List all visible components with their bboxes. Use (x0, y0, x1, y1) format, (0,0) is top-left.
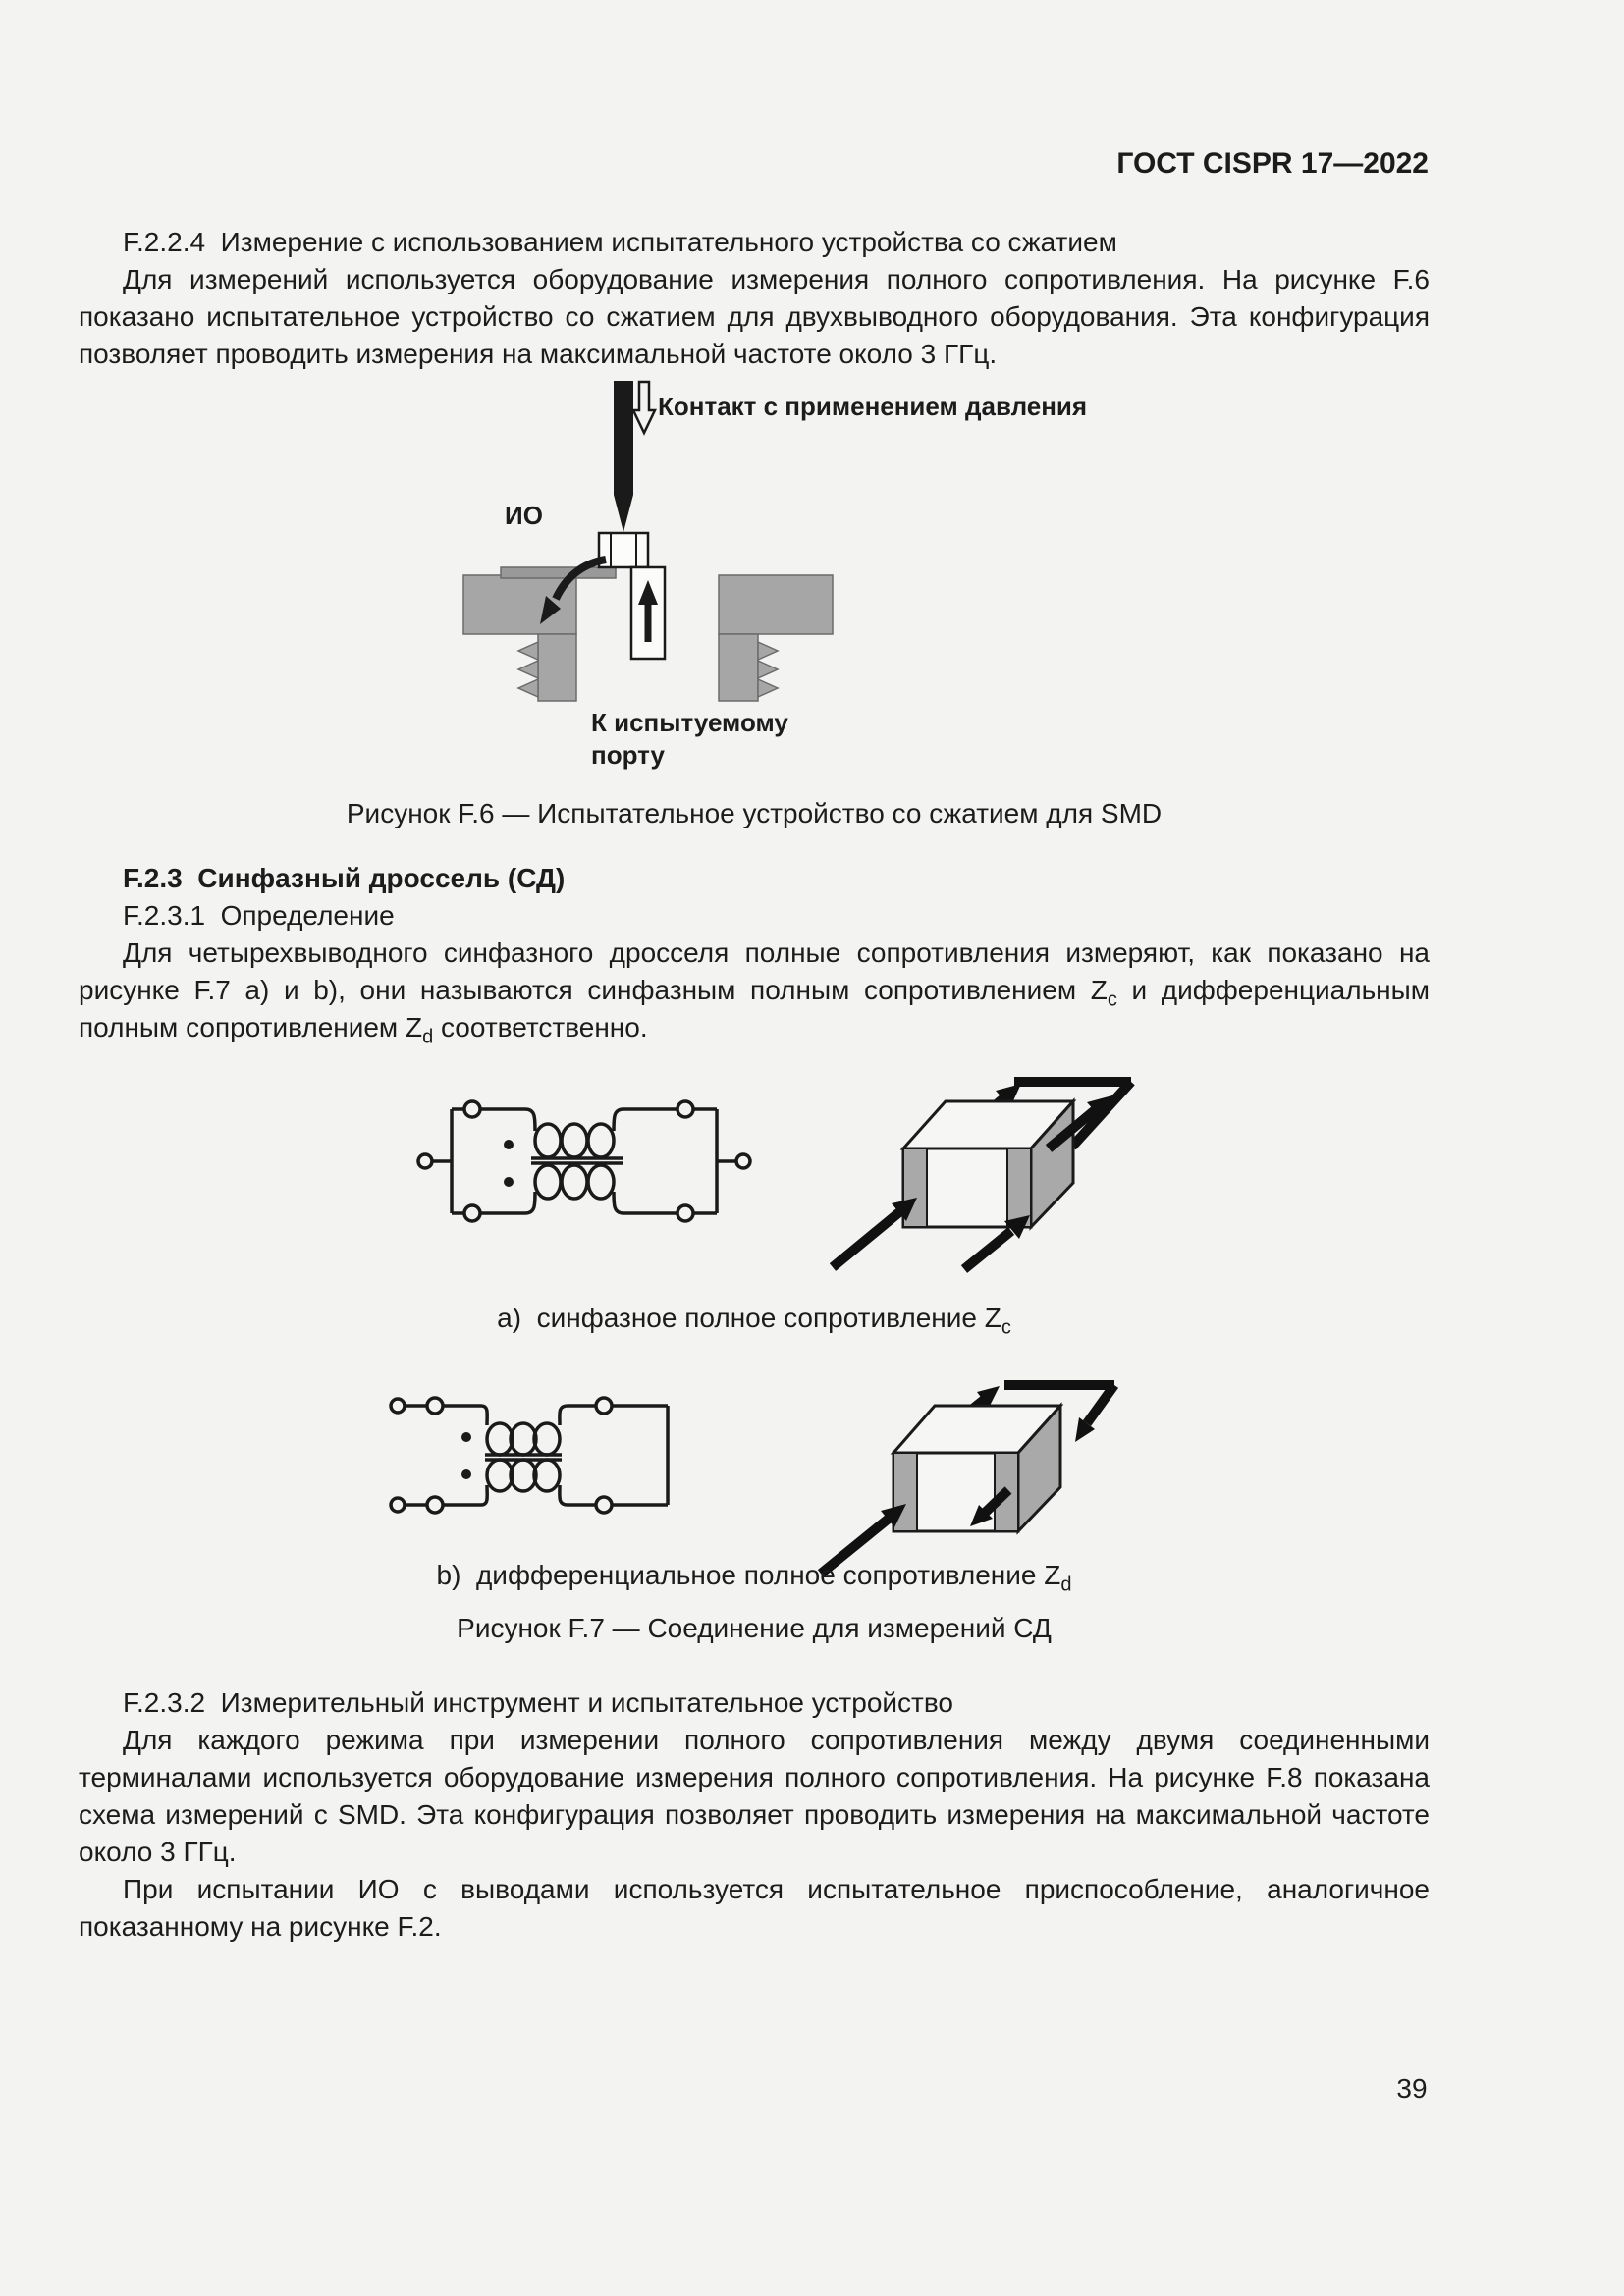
smd-box (903, 1101, 1073, 1227)
smd-component (599, 533, 648, 567)
pressure-arrow-icon (633, 382, 655, 433)
figure-f7a-box (815, 1039, 1144, 1284)
heading-f224: F.2.2.4 Измерение с использованием испытательного устройства со сжатием (123, 227, 1117, 257)
figure-f7b-circuit (388, 1392, 692, 1524)
zc-subscript: c (1107, 988, 1117, 1011)
page-header-title: ГОСТ CISPR 17—2022 (1116, 147, 1429, 180)
figure-f6-label-port-line2: порту (591, 740, 665, 770)
figure-f7b-box (805, 1360, 1119, 1590)
figure-f7-caption: Рисунок F.7 — Соединение для измерений СД (457, 1613, 1052, 1643)
figure-f7b-caption (79, 1559, 1430, 1596)
figure-f7a-caption (79, 1302, 1430, 1339)
figure-f7a-circuit (388, 1070, 761, 1227)
paragraph-f231-part3: соответственно. (433, 1012, 648, 1042)
paragraph-f231-part1: Для четырехвыводного синфазного дросселя полные сопротивления измеряют, как показано на рисунке F.7 а) и b), они называются синфазным полным сопротивлением Z (79, 937, 1430, 1005)
page-number: 39 (1396, 2073, 1428, 2104)
heading-f231: F.2.3.1 Определение (123, 900, 395, 931)
figure-f6-label-pressure: Контакт с применением давления (658, 392, 1088, 421)
paragraph-f232-2: При испытании ИО с выводами используется испытательное приспособление, аналогичное показанному на рисунке F.2. (79, 1874, 1430, 1942)
probe-pin (614, 381, 633, 532)
paragraph-f232-1: Для каждого режима при измерении полного сопротивления между двумя соединенными терминалами используется оборудование измерения полного сопротивления. На рисунке F.8 показана схема измерений с SMD. Эта конфигурация позволяет проводить измерения на максимальной частоте около 3 ГГц. (79, 1725, 1430, 1867)
heading-f232: F.2.3.2 Измерительный инструмент и испытательное устройство (123, 1687, 953, 1718)
paragraph-f231 (79, 934, 1430, 1046)
section-f23 (79, 860, 1430, 1046)
port-window (631, 567, 665, 659)
section-f224 (79, 224, 1430, 373)
heading-f23: F.2.3 Синфазный дроссель (СД) (123, 863, 566, 893)
figure-f7a-caption-subscript: c (1001, 1316, 1011, 1339)
figure-f6-label-eut: ИО (505, 501, 543, 530)
figure-f7a-caption-text: а) синфазное полное сопротивление Z (497, 1303, 1001, 1333)
figure-f7b-caption-subscript: d (1060, 1574, 1072, 1596)
section-f232 (79, 1684, 1430, 1946)
figure-f6-label-port-line1: К испытуемому (591, 708, 788, 737)
figure-f6-label-port (591, 707, 788, 772)
figure-f6-caption: Рисунок F.6 — Испытательное устройство со сжатием для SMD (346, 798, 1163, 828)
zd-subscript: d (422, 1026, 434, 1048)
paragraph-f224: Для измерений используется оборудование измерения полного сопротивления. На рисунке F.6 показано испытательное устройство со сжатием для двухвыводного оборудования. Эта конфигурация позволяет проводить измерения на максимальной частоте около 3 ГГц. (79, 264, 1430, 369)
figure-f7b-caption-text: b) дифференциальное полное сопротивление Z (436, 1560, 1061, 1590)
paragraph-f231-part2: и дифференциальным полным сопротивлением Z (79, 975, 1430, 1042)
